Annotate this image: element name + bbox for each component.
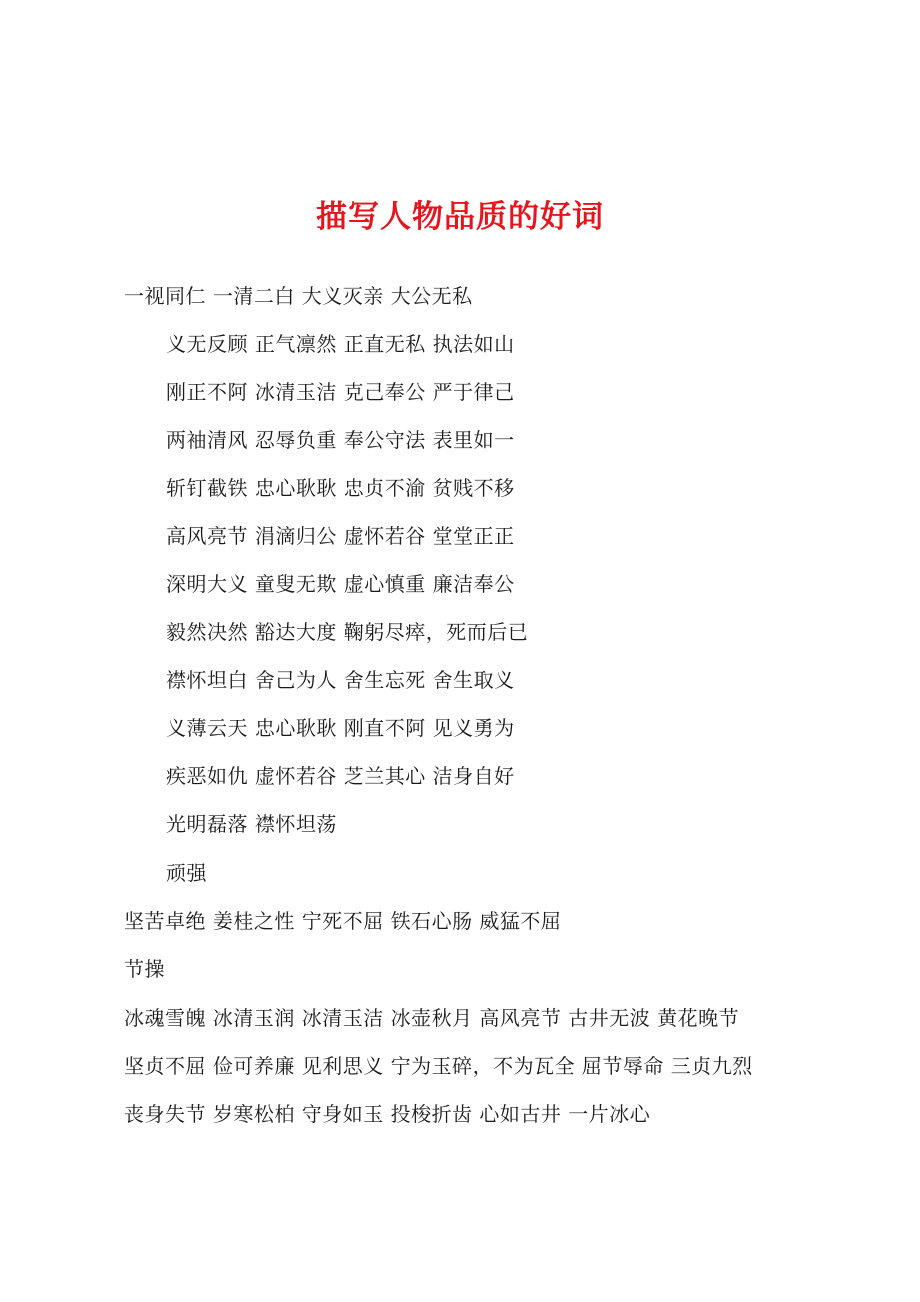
text-line-5: 斩钉截铁 忠心耿耿 忠贞不渝 贫贱不移 [166,476,515,500]
text-line-10: 义薄云天 忠心耿耿 刚直不阿 见义勇为 [166,716,515,740]
section-heading-jiecao: 节操 [124,957,165,981]
text-line-11: 疾恶如仇 虚怀若谷 芝兰其心 洁身自好 [166,764,515,788]
text-line-4: 两袖清风 忍辱负重 奉公守法 表里如一 [166,428,515,452]
text-line-12: 光明磊落 襟怀坦荡 [166,812,337,836]
text-line-14: 坚苦卓绝 姜桂之性 宁死不屈 铁石心肠 威猛不屈 [124,909,562,933]
page-title: 描写人物品质的好词 [316,199,604,235]
text-line-16: 冰魂雪魄 冰清玉润 冰清玉洁 冰壶秋月 高风亮节 古井无波 黄花晚节 [124,1006,740,1030]
text-line-17: 坚贞不屈 俭可养廉 见利思义 宁为玉碎，不为瓦全 屈节辱命 三贞九烈 [124,1054,753,1078]
text-line-2: 义无反顾 正气凛然 正直无私 执法如山 [166,332,515,356]
text-line-8: 毅然决然 豁达大度 鞠躬尽瘁，死而后已 [166,620,529,644]
text-line-18: 丧身失节 岁寒松柏 守身如玉 投梭折齿 心如古井 一片冰心 [124,1102,651,1126]
text-line-9: 襟怀坦白 舍己为人 舍生忘死 舍生取义 [166,668,515,692]
text-line-3: 刚正不阿 冰清玉洁 克己奉公 严于律己 [166,380,515,404]
section-heading-wanqiang: 顽强 [166,861,207,885]
text-line-1: 一视同仁 一清二白 大义灭亲 大公无私 [124,284,473,308]
text-line-6: 高风亮节 涓滴归公 虚怀若谷 堂堂正正 [166,524,515,548]
text-line-7: 深明大义 童叟无欺 虚心慎重 廉洁奉公 [166,572,515,596]
